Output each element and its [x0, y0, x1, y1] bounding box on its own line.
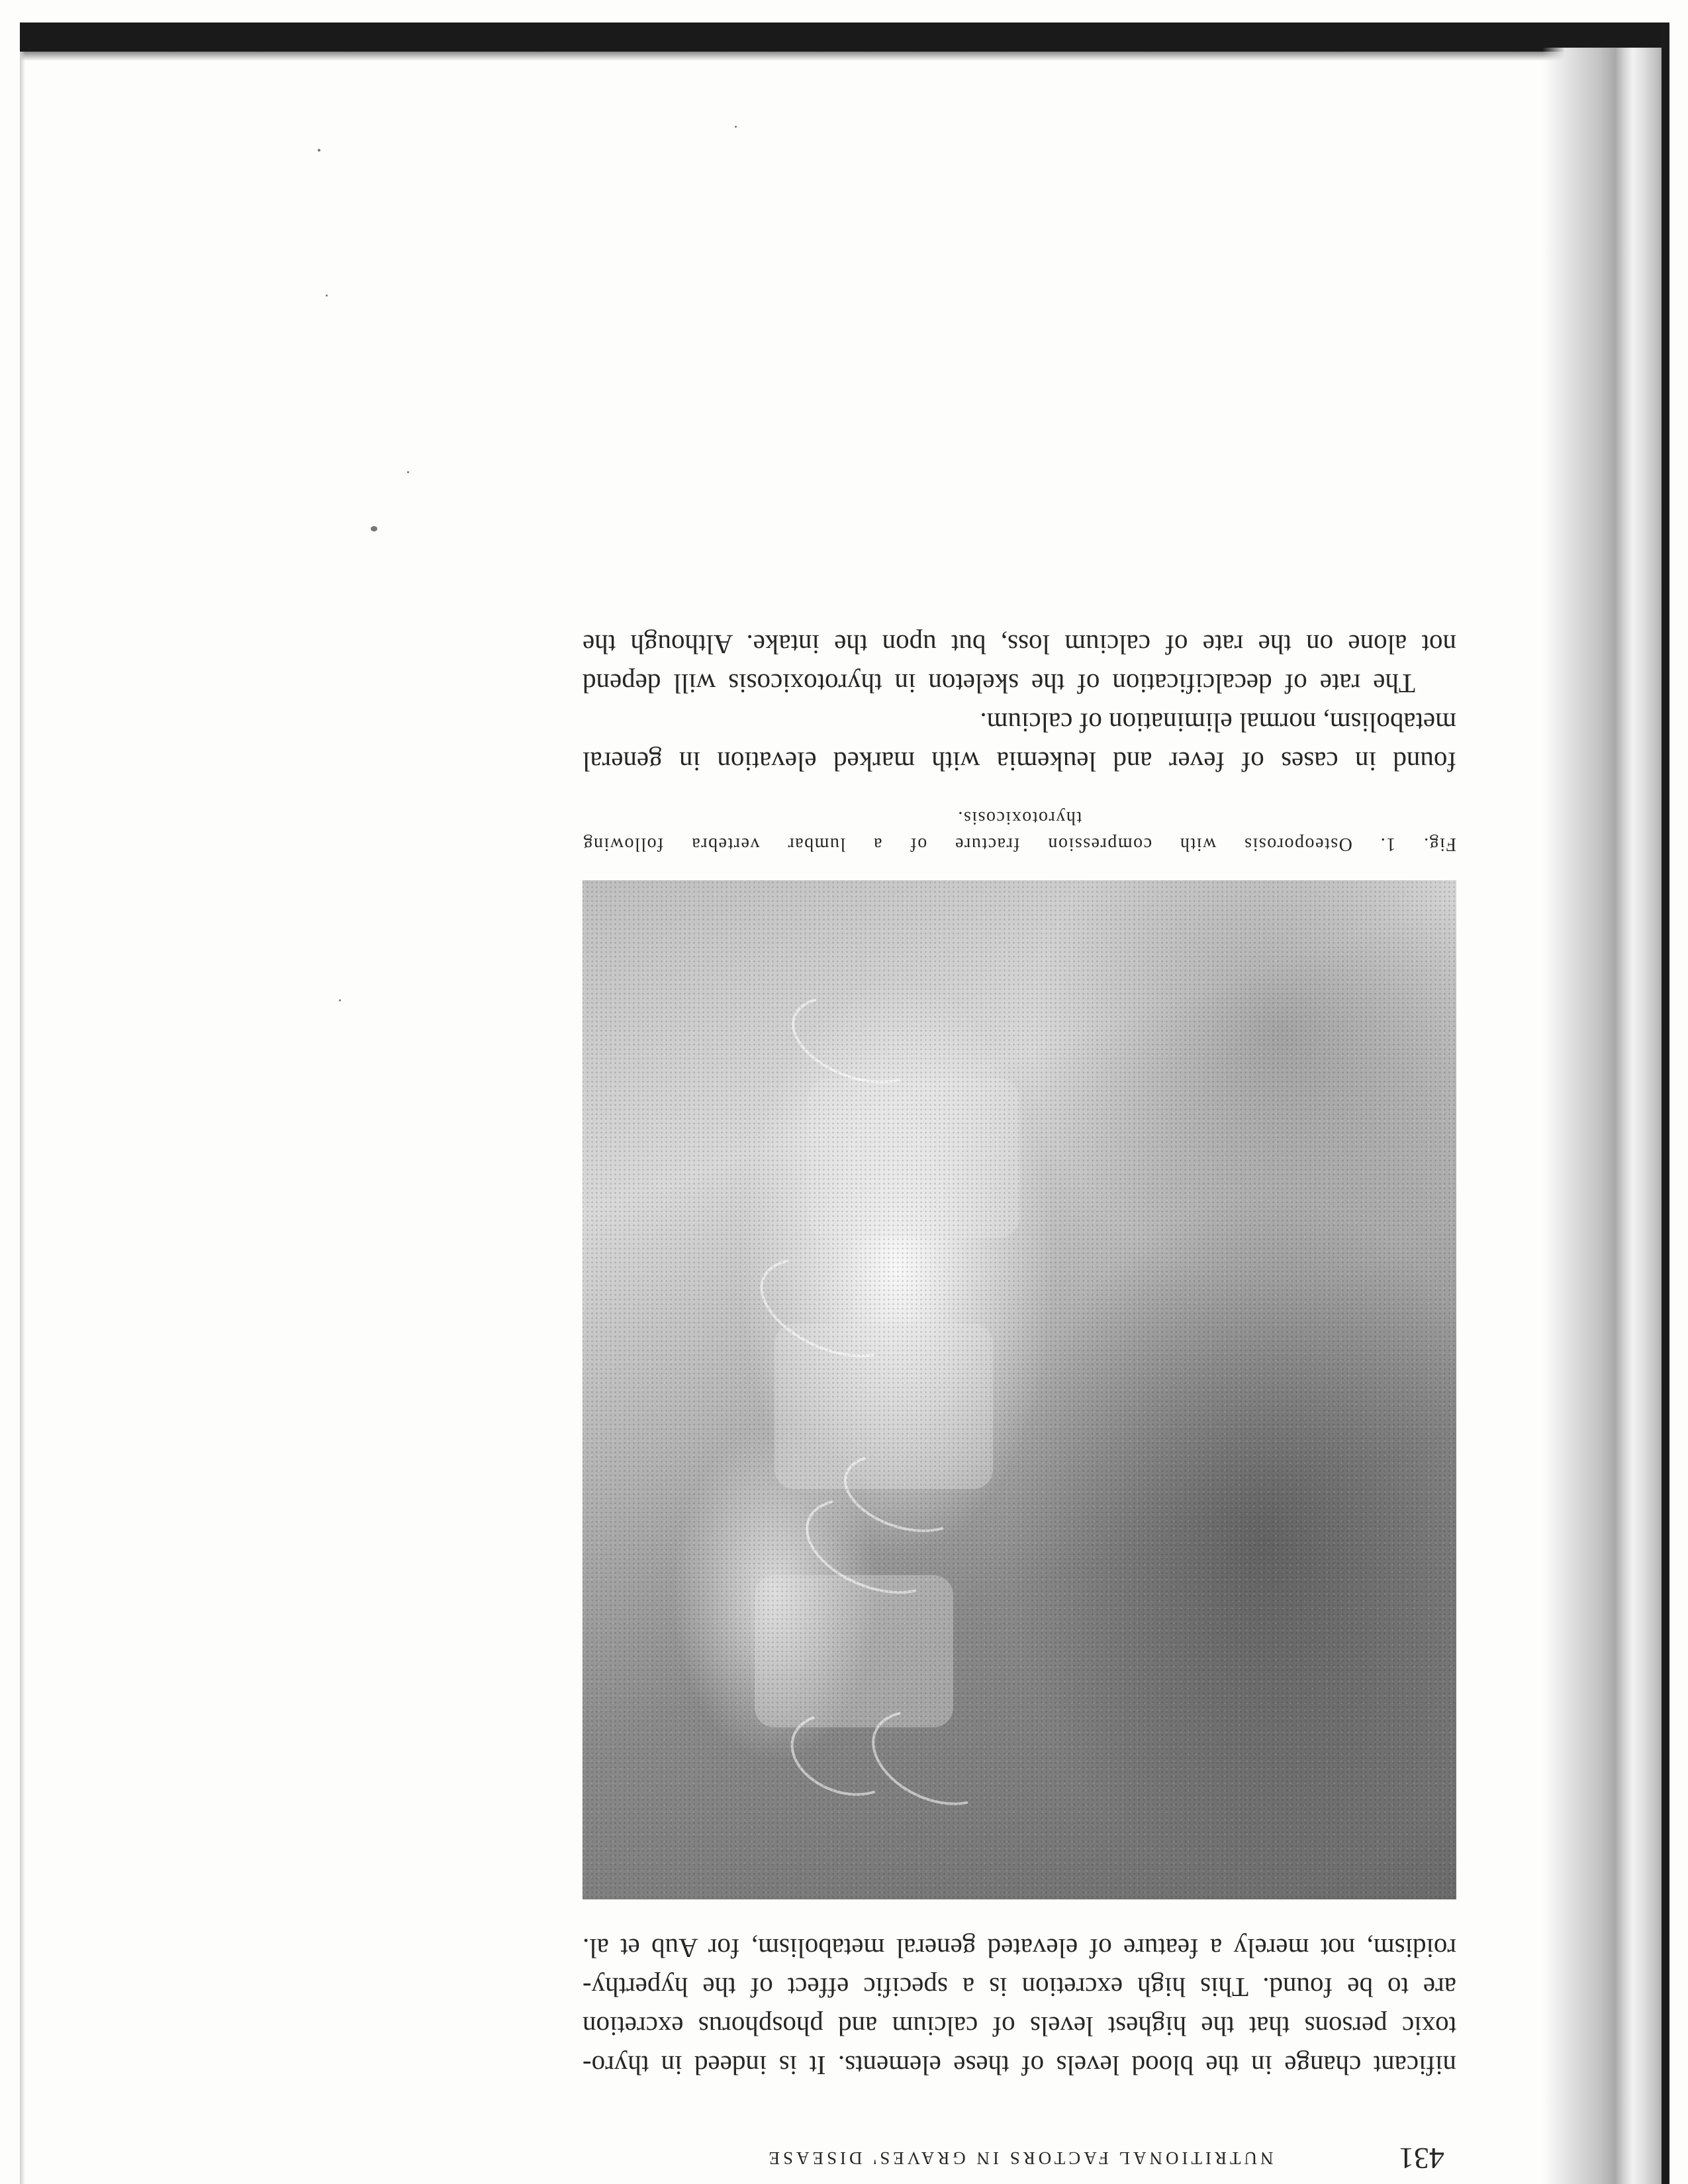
- vertebra-shape: [808, 1079, 1019, 1238]
- dust-speck: [318, 149, 320, 152]
- page-number: 431: [1399, 2142, 1444, 2175]
- dust-speck: [339, 999, 341, 1001]
- vertebral-endplate: [834, 1440, 974, 1547]
- dust-speck: [407, 471, 409, 473]
- vertebral-endplate: [779, 1699, 910, 1810]
- dust-speck: [371, 526, 377, 531]
- printed-page: [583, 437, 1456, 2177]
- vertebra-shape: [774, 1324, 993, 1489]
- vertebra-shape: [755, 1575, 953, 1727]
- caption-line: Fig. 1. Osteoporosis with compression fracture of a lumbar vertebra following: [583, 834, 1456, 854]
- text-line: nificant change in the blood levels of these elements. It is indeed in thyro-: [583, 2050, 1456, 2081]
- text-line: found in cases of fever and leukemia with marked elevation in general: [583, 747, 1456, 777]
- running-title: NUTRITIONAL FACTORS IN GRAVES' DISEASE: [765, 2148, 1274, 2168]
- running-head: [583, 2131, 1456, 2177]
- figure-caption: [583, 804, 1456, 857]
- text-line: not alone on the rate of calcium loss, but upon the intake. Although the: [583, 629, 1456, 660]
- vertebral-endplate: [792, 1480, 957, 1612]
- page-left-edge: [20, 52, 25, 2184]
- text-line: are to be found. This high excretion is a specific effect of the hyperthy-: [583, 1972, 1456, 2003]
- text-line: The rate of decalcification of the skeleton in thyrotoxicosis will depend: [583, 668, 1415, 699]
- vertebral-endplate: [780, 979, 936, 1100]
- scanner-top-border: [20, 23, 1668, 52]
- vertebral-endplate: [857, 1692, 1011, 1824]
- caption-line: thyrotoxicosis.: [957, 807, 1082, 828]
- book-gutter-shadow: [1542, 48, 1668, 2184]
- text-line: toxic persons that the highest levels of calcium and phosphorus excretion: [583, 2011, 1456, 2042]
- scanner-right-border: [1662, 23, 1669, 2184]
- dust-speck: [326, 295, 328, 296]
- text-line: metabolism, normal elimination of calcium.: [980, 707, 1456, 738]
- figure-xray-image: [583, 880, 1456, 1899]
- scanner-border-shadow: [20, 52, 1668, 61]
- vertebral-endplate: [745, 1238, 917, 1377]
- paragraph-continued: [583, 1929, 1456, 2085]
- dust-speck: [735, 126, 737, 128]
- text-line: roidism, not merely a feature of elevated general metabolism, for Aub et al.: [583, 1933, 1456, 1964]
- paragraph: [583, 625, 1456, 781]
